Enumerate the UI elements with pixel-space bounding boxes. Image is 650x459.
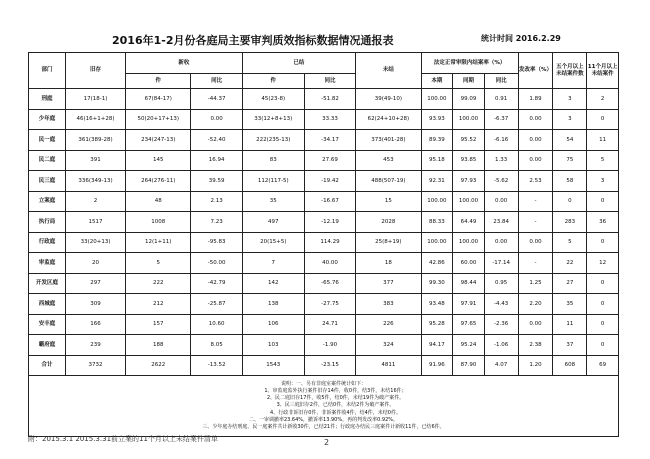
note-line: 1、审监庭监外执行案件旧存14件，收0件，结3件，未结16件； [264,387,407,394]
cell-wj: 383 [356,294,421,315]
cell-yj_tb: -12.19 [304,212,355,233]
table-row [29,253,619,274]
col-benqi: 本期 [421,74,453,89]
cell-xs: 212 [126,294,191,315]
note-line: 4、行政非诉旧存0件，非诉案件收4件，结4件，未结0件。 [270,409,401,416]
cell-tb: -5.62 [484,171,518,192]
cell-dept: 立案庭 [29,191,66,212]
cell-sy: 0 [587,191,619,212]
cell-dept: 安丰庭 [29,314,66,335]
cell-fg: 2.38 [518,335,553,356]
cell-wj: 18 [356,253,421,274]
cell-yj_tb: -51.82 [304,89,355,110]
cell-yj_tb: 114.29 [304,232,355,253]
cell-yj: 1543 [242,355,304,376]
table-row [29,294,619,315]
cell-dept: 霸府庭 [29,335,66,356]
cell-fg: - [518,253,553,274]
cell-wu: 54 [553,130,587,151]
cell-wu: 11 [553,314,587,335]
cell-xs_tb: 8.05 [191,335,242,356]
cell-tq: 60.00 [453,253,485,274]
cell-wj: 377 [356,273,421,294]
cell-wj: 62(24+10+28) [356,109,421,130]
cell-fg: 1.20 [518,355,553,376]
cell-fg: 2.53 [518,171,553,192]
cell-sy: 0 [587,232,619,253]
cell-yj: 106 [242,314,304,335]
cell-sy: 2 [587,89,619,110]
cell-wj: 4811 [356,355,421,376]
stat-date: 统计时间 2016.2.29 [481,34,561,43]
cell-yj_tb: 33.33 [304,109,355,130]
col-dept: 部门 [29,53,66,89]
cell-jiucun: 297 [66,273,126,294]
cell-dept: 刑庭 [29,89,66,110]
attachment-note: 附：2015.3.1 2015.3.31前立案的11个月以上未结案件清单 [28,435,218,443]
cell-jiucun: 33(20+13) [66,232,126,253]
cell-tb: 4.07 [484,355,518,376]
cell-tq: 87.90 [453,355,485,376]
cell-jiucun: 361(389-28) [66,130,126,151]
table-row [29,130,619,151]
cell-jiucun: 336(349-13) [66,171,126,192]
cell-dept: 合计 [29,355,66,376]
cell-jiucun: 1517 [66,212,126,233]
cell-yj: 138 [242,294,304,315]
cell-yj: 45(23-8) [242,89,304,110]
cell-wj: 324 [356,335,421,356]
col-xinshou: 新收 [126,53,243,74]
cell-dept: 执行局 [29,212,66,233]
cell-tb: -6.16 [484,130,518,151]
report-table [28,52,619,437]
cell-bq: 89.39 [421,130,453,151]
cell-jiucun: 239 [66,335,126,356]
cell-sy: 0 [587,109,619,130]
cell-bq: 91.96 [421,355,453,376]
cell-dept: 少年庭 [29,109,66,130]
cell-bq: 94.17 [421,335,453,356]
cell-yj: 103 [242,335,304,356]
cell-wu: 58 [553,171,587,192]
cell-wu: 35 [553,294,587,315]
table-row [29,89,619,110]
cell-yj: 112(117-5) [242,171,304,192]
cell-tb: 0.00 [484,191,518,212]
cell-tb: -2.36 [484,314,518,335]
cell-bq: 100.00 [421,232,453,253]
cell-xs: 188 [126,335,191,356]
cell-yj: 20(15+5) [242,232,304,253]
cell-wj: 25(8+19) [356,232,421,253]
cell-bq: 99.30 [421,273,453,294]
cell-xs_tb: 2.13 [191,191,242,212]
cell-tq: 93.85 [453,150,485,171]
cell-xs_tb: -50.00 [191,253,242,274]
cell-jiucun: 391 [66,150,126,171]
cell-sy: 69 [587,355,619,376]
cell-wu: 27 [553,273,587,294]
col-xs-jian: 件 [126,74,191,89]
cell-xs_tb: 39.59 [191,171,242,192]
col-yj-jian: 件 [242,74,304,89]
cell-wu: 75 [553,150,587,171]
cell-yj_tb: 24.71 [304,314,355,335]
cell-fg: - [518,212,553,233]
table-row [29,314,619,335]
cell-bq: 95.28 [421,314,453,335]
col-wuge: 五个月以上未结案件数 [553,53,587,89]
col-fagai: 发改率（%） [518,53,553,89]
cell-wj: 39(49-10) [356,89,421,110]
cell-yj_tb: -16.67 [304,191,355,212]
cell-sy: 5 [587,150,619,171]
cell-dept: 西城庭 [29,294,66,315]
cell-dept: 开发区庭 [29,273,66,294]
cell-yj_tb: -34.17 [304,130,355,151]
cell-wj: 15 [356,191,421,212]
cell-sy: 0 [587,314,619,335]
cell-tb: -6.37 [484,109,518,130]
cell-tq: 97.93 [453,171,485,192]
cell-tb: 0.91 [484,89,518,110]
cell-wu: 3 [553,89,587,110]
cell-fg: 1.25 [518,273,553,294]
cell-xs_tb: -13.52 [191,355,242,376]
cell-sy: 0 [587,273,619,294]
cell-jiucun: 17(18-1) [66,89,126,110]
cell-xs_tb: -44.37 [191,89,242,110]
cell-sy: 0 [587,335,619,356]
cell-dept: 审监庭 [29,253,66,274]
cell-tq: 95.52 [453,130,485,151]
cell-xs_tb: -95.83 [191,232,242,253]
cell-tq: 98.44 [453,273,485,294]
cell-xs: 48 [126,191,191,212]
cell-bq: 88.33 [421,212,453,233]
cell-xs_tb: 16.94 [191,150,242,171]
col-tb: 同比 [484,74,518,89]
cell-yj: 35 [242,191,304,212]
cell-xs: 234(247-13) [126,130,191,151]
cell-yj: 142 [242,273,304,294]
cell-dept: 行政庭 [29,232,66,253]
cell-xs: 67(84-17) [126,89,191,110]
cell-yj: 222(235-13) [242,130,304,151]
cell-wu: 283 [553,212,587,233]
cell-tb: 1.33 [484,150,518,171]
report-body [29,89,619,376]
cell-jiucun: 46(16+1+28) [66,109,126,130]
cell-sy: 3 [587,171,619,192]
col-weijie: 未结 [356,53,421,89]
col-yj-tongbi: 同比 [304,74,355,89]
cell-tq: 95.24 [453,335,485,356]
col-tongqi: 同期 [453,74,485,89]
table-row [29,232,619,253]
table-row [29,355,619,376]
note-line: 二、一审调撤率23.64%，撤诉率13.90%，再的判发改率0.92%。 [248,416,399,423]
cell-jiucun: 166 [66,314,126,335]
cell-xs: 264(276-11) [126,171,191,192]
cell-tq: 99.09 [453,89,485,110]
cell-xs: 2622 [126,355,191,376]
cell-tb: 23.84 [484,212,518,233]
cell-tb: 0.00 [484,232,518,253]
cell-dept: 民二庭 [29,150,66,171]
cell-yj_tb: -27.75 [304,294,355,315]
cell-yj_tb: 27.69 [304,150,355,171]
cell-yj_tb: -23.15 [304,355,355,376]
cell-yj_tb: 40.00 [304,253,355,274]
cell-wu: 37 [553,335,587,356]
cell-jiucun: 309 [66,294,126,315]
cell-jiucun: 3732 [66,355,126,376]
cell-jiucun: 2 [66,191,126,212]
cell-wj: 488(507-19) [356,171,421,192]
col-yijie: 已结 [242,53,355,74]
cell-bq: 95.18 [421,150,453,171]
table-row [29,335,619,356]
cell-yj_tb: -65.76 [304,273,355,294]
cell-yj: 497 [242,212,304,233]
cell-fg: 2.20 [518,294,553,315]
table-row [29,273,619,294]
cell-fg: 0.00 [518,109,553,130]
cell-wu: 5 [553,232,587,253]
cell-yj: 33(12+8+13) [242,109,304,130]
cell-wj: 2028 [356,212,421,233]
cell-xs_tb: 7.23 [191,212,242,233]
cell-tb: -1.06 [484,335,518,356]
table-row [29,191,619,212]
cell-wu: 608 [553,355,587,376]
cell-fg: 0.00 [518,232,553,253]
cell-tq: 97.65 [453,314,485,335]
cell-xs: 1008 [126,212,191,233]
cell-tq: 100.00 [453,191,485,212]
col-jiucun: 旧存 [66,53,126,89]
cell-bq: 42.86 [421,253,453,274]
cell-tq: 100.00 [453,232,485,253]
table-row [29,212,619,233]
col-xs-tongbi: 同比 [191,74,242,89]
cell-bq: 100.00 [421,89,453,110]
cell-sy: 12 [587,253,619,274]
report-title: 2016年1-2月份各庭局主要审判质效指标数据情况通报表 [112,34,394,47]
cell-wj: 373(401-28) [356,130,421,151]
cell-xs: 222 [126,273,191,294]
cell-fg: 0.00 [518,150,553,171]
cell-bq: 93.48 [421,294,453,315]
cell-xs_tb: -42.79 [191,273,242,294]
cell-tb: -4.43 [484,294,518,315]
cell-dept: 民三庭 [29,171,66,192]
cell-xs: 157 [126,314,191,335]
cell-wj: 226 [356,314,421,335]
cell-xs_tb: 0.00 [191,109,242,130]
cell-yj: 83 [242,150,304,171]
table-row [29,150,619,171]
note-line: 3、民三庭旧存2件，已结0件，未结2件为破产案件。 [276,402,395,409]
note-line: 2、民二庭旧存17件，收5件，结0件，未结19件为破产案件。 [266,395,405,402]
col-shiyi: 11个月以上未结案件 [587,53,619,89]
note-line: 三、少年庭办结刑庭、民一庭案件共计新收30件，已结21件；行政庭办结民三庭案件计新收11件，已结6件。 [202,424,445,430]
cell-xs: 50(20+17+13) [126,109,191,130]
cell-sy: 36 [587,212,619,233]
cell-fg: 1.89 [518,89,553,110]
cell-wj: 453 [356,150,421,171]
cell-tq: 64.49 [453,212,485,233]
cell-tq: 100.00 [453,109,485,130]
page-number: 2 [324,438,330,447]
cell-wu: 0 [553,191,587,212]
table-row [29,171,619,192]
cell-wu: 22 [553,253,587,274]
cell-xs_tb: -25.87 [191,294,242,315]
cell-yj: 7 [242,253,304,274]
cell-tq: 97.91 [453,294,485,315]
cell-sy: 0 [587,294,619,315]
cell-bq: 100.00 [421,191,453,212]
cell-bq: 93.93 [421,109,453,130]
cell-wu: 3 [553,109,587,130]
cell-fg: 0.00 [518,130,553,151]
col-neijie: 法定正常审限内结案率（%） [421,53,518,74]
cell-tb: 0.95 [484,273,518,294]
table-row [29,109,619,130]
cell-jiucun: 20 [66,253,126,274]
cell-yj_tb: -19.42 [304,171,355,192]
notes-lines [29,388,618,431]
cell-bq: 92.31 [421,171,453,192]
notes-title: 说明：一、另有非庭室案件统计如下： [280,380,366,387]
cell-xs: 12(1+11) [126,232,191,253]
cell-sy: 11 [587,130,619,151]
notes-section [29,376,619,437]
cell-yj_tb: -1.90 [304,335,355,356]
cell-dept: 民一庭 [29,130,66,151]
cell-tb: -17.14 [484,253,518,274]
cell-fg: 0.00 [518,314,553,335]
cell-xs: 145 [126,150,191,171]
cell-xs: 5 [126,253,191,274]
cell-fg: - [518,191,553,212]
cell-xs_tb: -52.40 [191,130,242,151]
cell-xs_tb: 10.60 [191,314,242,335]
